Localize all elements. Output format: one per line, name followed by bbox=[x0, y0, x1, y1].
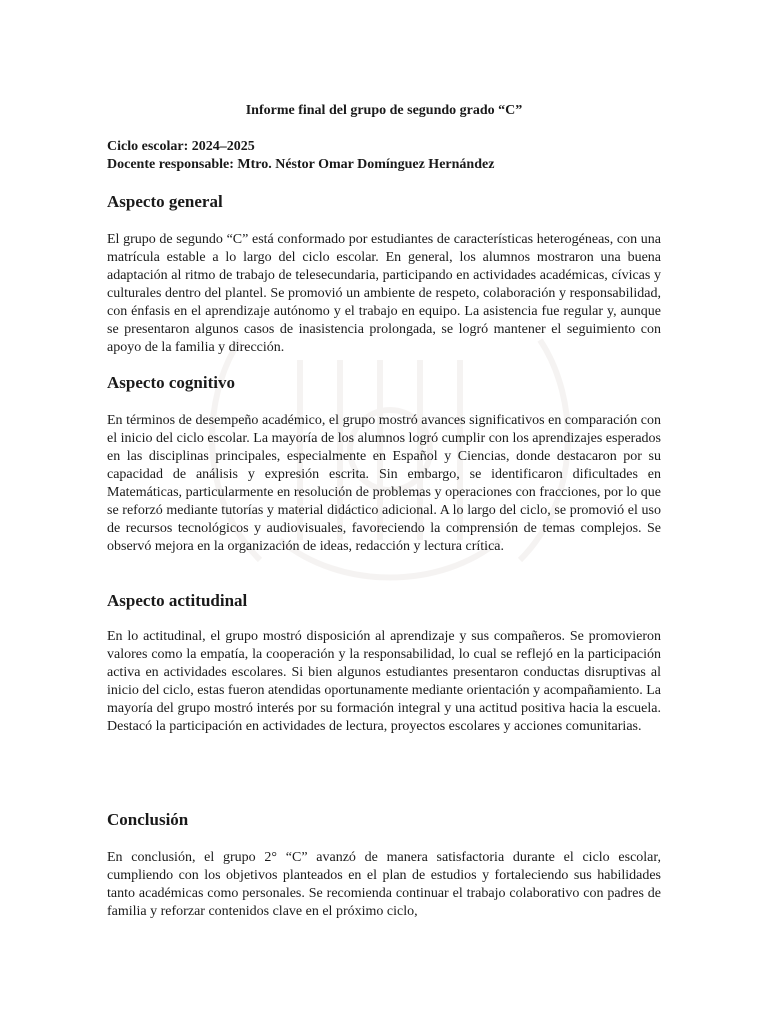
school-year: Ciclo escolar: 2024–2025 bbox=[107, 139, 255, 154]
section-heading-cognitive: Aspecto cognitivo bbox=[107, 373, 235, 392]
section-heading-general: Aspecto general bbox=[107, 192, 223, 211]
document-title: Informe final del grupo de segundo grado “C” bbox=[245, 103, 523, 118]
section-heading-attitudinal: Aspecto actitudinal bbox=[107, 591, 248, 610]
section-body-cognitive: En términos de desempeño académico, el grupo mostró avances significativos en comparación con el inicio del ciclo escolar. La mayoría de los alumnos logró cumplir con los aprendizajes esperados en las disciplinas principales, especialmente en Español y Ciencias, donde destacaron por su capacidad de análisis y expresión escrita. Sin embargo, se identificaron dificultades en Matemáticas, particularmente en resolución de problemas y operaciones con fracciones, por lo que se reforzó mediante tutorías y material didáctico adicional. A lo largo del ciclo, se promovió el uso de recursos tecnológicos y audiovisuales, favoreciendo la comprensión de temas complejos. Se observó mejora en la organización de ideas, redacción y lectura crítica. bbox=[107, 413, 661, 554]
teacher-name: Docente responsable: Mtro. Néstor Omar Domínguez Hernández bbox=[107, 157, 495, 172]
document-meta bbox=[107, 138, 494, 174]
section-body-general: El grupo de segundo “C” está conformado por estudiantes de características heterogéneas, con una matrícula estable a lo largo del ciclo escolar. En general, los alumnos mostraron una buena adaptación al ritmo de trabajo de telesecundaria, participando en actividades académicas, cívicas y culturales dentro del plantel. Se promovió un ambiente de respeto, colaboración y responsabilidad, con énfasis en el aprendizaje autónomo y el trabajo en equipo. La asistencia fue regular y, aunque se presentaron algunos casos de inasistencia prolongada, se logró mantener el seguimiento con apoyo de la familia y dirección. bbox=[107, 232, 661, 355]
section-body-attitudinal: En lo actitudinal, el grupo mostró disposición al aprendizaje y sus compañeros. Se promovieron valores como la empatía, la cooperación y la responsabilidad, lo cual se reflejó en la participación activa en actividades escolares. Si bien algunos estudiantes presentaron conductas disruptivas al inicio del ciclo, estas fueron atendidas oportunamente mediante orientación y acompañamiento. La mayoría del grupo mostró interés por su formación integral y una actitud positiva hacia la escuela. Destacó la participación en actividades de lectura, proyectos escolares y acciones comunitarias. bbox=[107, 629, 661, 734]
section-body-conclusion: En conclusión, el grupo 2° “C” avanzó de manera satisfactoria durante el ciclo escolar, cumpliendo con los objetivos planteados en el plan de estudios y fortaleciendo sus habilidades tanto académicas como personales. Se recomienda continuar el trabajo colaborativo con padres de familia y reforzar contenidos clave en el próximo ciclo, bbox=[107, 850, 661, 919]
section-heading-conclusion: Conclusión bbox=[107, 810, 189, 829]
